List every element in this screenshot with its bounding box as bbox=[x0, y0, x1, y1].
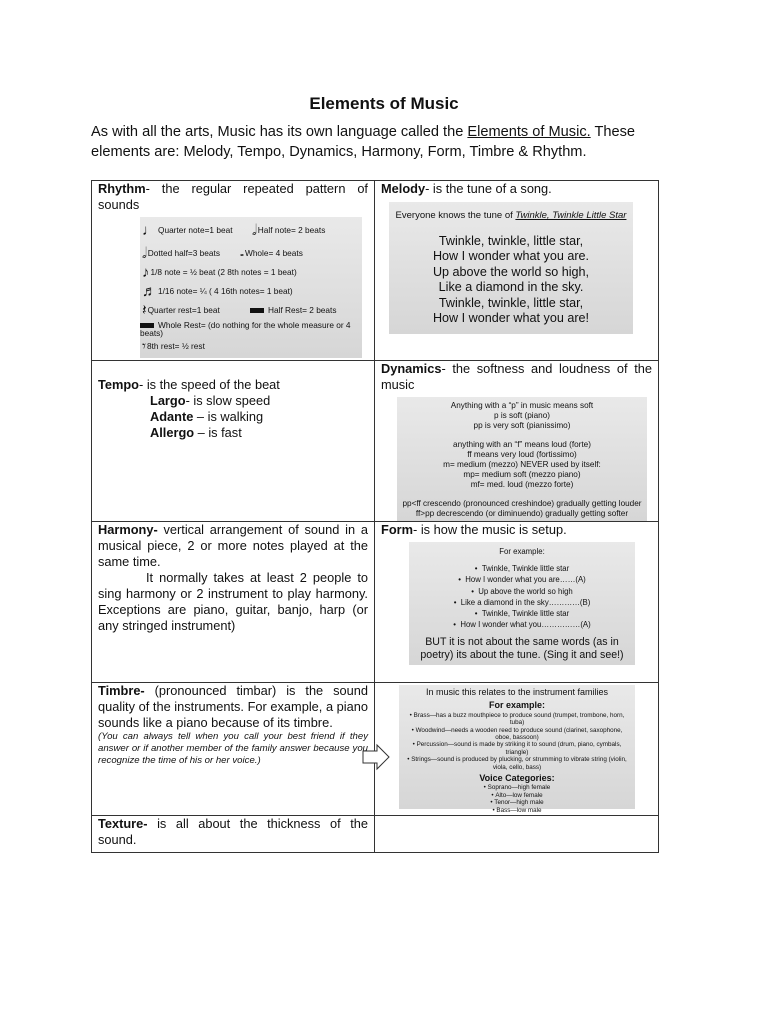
sixteenth-note-item: ♬1/16 note= ¼ ( 4 16th notes= 1 beat) bbox=[142, 282, 293, 300]
table-row bbox=[92, 361, 659, 522]
instrument-families-image: In music this relates to the instrument families For example: • Brass—has a buzz mouthpiece to produce sound (trumpet, trombone, horn, tuba) • Woodwind—needs a wooden reed to produce sound (clarinet, saxophone, oboe, bassoon) • Percussion—sound is made by striking it to sound (drum, piano, cymbals, triangle) • Strings—sound is produced by plucking, or strumming to vibrate string (violin, viola, cello, bass) Voice Categories: • Soprano—high female • Alto—low female • Tenor—high male • Bass—low male bbox=[399, 685, 635, 809]
timbre-text: (pronounced timbar) is the sound quality of the instruments. For example, a piano sounds like a piano because of its timbre. bbox=[98, 683, 368, 730]
intro-text-after: These elements are: Melody, Tempo, Dynamics, Harmony, Form, Timbre & Rhythm. bbox=[91, 124, 636, 160]
list-item: • Brass—has a buzz mouthpiece to produce sound (trumpet, trombone, horn, tuba) bbox=[409, 711, 625, 727]
dynamics-description bbox=[381, 361, 652, 393]
half-rest-icon bbox=[250, 308, 264, 313]
empty-cell bbox=[375, 816, 659, 853]
rhythm-description bbox=[98, 181, 368, 213]
list-item: • Soprano—high female bbox=[483, 784, 551, 792]
list-item: Adante – is walking bbox=[150, 409, 264, 424]
list-item: • Bass—low male bbox=[492, 806, 542, 814]
table-row bbox=[92, 522, 659, 683]
timbre-image-cell bbox=[375, 683, 659, 816]
tempo-text: - is the speed of the beat bbox=[139, 377, 280, 392]
tempo-cell bbox=[92, 361, 375, 522]
whole-note-icon: 𝅝 bbox=[240, 247, 244, 259]
rhythm-text: - the regular repeated pattern of sounds bbox=[98, 181, 368, 212]
tempo-description bbox=[98, 377, 368, 393]
melody-cell bbox=[375, 181, 659, 361]
quarter-note-icon: ♩ bbox=[142, 221, 157, 239]
melody-image-caption: Everyone knows the tune of Twinkle, Twinkle Little Star bbox=[395, 210, 627, 221]
eighth-rest-item: 𝄾8th rest= ½ rest bbox=[142, 337, 205, 355]
half-rest-item: Half Rest= 2 beats bbox=[250, 305, 337, 315]
timbre-note: (You can always tell when you call your best friend if they answer or if another member of the family answer because you recognize the time of his or her voice.) bbox=[98, 731, 368, 766]
form-cell bbox=[375, 522, 659, 683]
half-note-icon: 𝅗𝅥 bbox=[252, 221, 257, 239]
timbre-cell bbox=[92, 683, 375, 816]
sixteenth-note-icon: ♬ bbox=[142, 282, 157, 300]
form-text: - is how the music is setup. bbox=[413, 522, 567, 537]
texture-cell bbox=[92, 816, 375, 853]
timbre-label: Timbre- bbox=[98, 683, 145, 698]
melody-label: Melody bbox=[381, 181, 426, 196]
quarter-rest-item: 𝄽Quarter rest=1 beat bbox=[142, 301, 220, 319]
list-item: • Twinkle, Twinkle little star bbox=[474, 609, 570, 619]
quarter-note-item: ♩Quarter note=1 beat bbox=[142, 221, 233, 239]
list-item: • Alto—low female bbox=[491, 791, 543, 799]
dynamics-image: Anything with a “p” in music means soft p is soft (piano) pp is very soft (pianissimo) anything with an “f” means loud (forte) ff means very loud (fortissimo) m= medium (mezzo) NEVER used by itself: mp= medium soft (mezzo piano) mf= med. loud (mezzo forte) pp<ff crescendo (pronounced creshindoe) gradually getting louder ff>pp decrescendo (or diminuendo) gradually getting softer bbox=[397, 397, 647, 521]
page-title: Elements of Music bbox=[309, 94, 459, 113]
harmony-text-2: It normally takes at least 2 people to sing harmony or 2 instrument to play harmony. Exceptions are piano, guitar, banjo, harp (or any stringed instrument) bbox=[98, 570, 368, 633]
texture-description bbox=[98, 816, 368, 848]
harmony-cell bbox=[92, 522, 375, 683]
melody-text: - is the tune of a song. bbox=[425, 181, 552, 196]
list-item: • Percussion—sound is made by striking it to sound (drum, piano, cymbals, triangle) bbox=[412, 741, 622, 756]
arrow-right-icon bbox=[362, 743, 390, 771]
dynamics-cell bbox=[375, 361, 659, 522]
dotted-half-item: 𝅗𝅥Dotted half=3 beats bbox=[142, 244, 220, 262]
tempo-list bbox=[150, 393, 368, 441]
quarter-rest-icon: 𝄽 bbox=[142, 301, 147, 319]
harmony-text: vertical arrangement of sound in a musical piece, 2 or more notes played at the same time. bbox=[98, 522, 368, 569]
eighth-rest-icon: 𝄾 bbox=[142, 337, 146, 355]
list-item: • Woodwind—needs a wooden reed to produce sound (clarinet, saxophone, oboe, bassoon) bbox=[411, 726, 623, 742]
rhythm-notes-image bbox=[140, 217, 362, 358]
list-item: • How I wonder what you……………(A) bbox=[453, 620, 591, 630]
form-note: BUT it is not about the same words (as in poetry) its about the tune. (Sing it and see!) bbox=[420, 636, 624, 662]
list-item: • Up above the world so high bbox=[471, 586, 573, 596]
harmony-description bbox=[98, 522, 368, 570]
list-item: • Twinkle, Twinkle little star bbox=[474, 564, 570, 574]
form-image: For example: • Twinkle, Twinkle little star • How I wonder what you are……(A) • Up above the world so high • Like a diamond in the sky…………(B) • Twinkle, Twinkle little star • How I wonder what you……………(A) BUT it is not about the same words (as in poetry) its about the tune. (Sing it and see!) bbox=[409, 542, 635, 665]
melody-image bbox=[389, 202, 633, 334]
table-row bbox=[92, 181, 659, 361]
rhythm-label: Rhythm bbox=[98, 181, 146, 196]
timbre-description bbox=[98, 683, 368, 731]
harmony-label: Harmony- bbox=[98, 522, 158, 537]
whole-rest-item: Whole Rest= (do nothing for the whole measure or 4 beats) bbox=[140, 320, 351, 338]
form-label: Form bbox=[381, 522, 413, 537]
tempo-label: Tempo bbox=[98, 377, 139, 392]
dynamics-text: - the softness and loudness of the music bbox=[381, 361, 652, 392]
form-description bbox=[381, 522, 652, 538]
eighth-note-item: ♪1/8 note = ½ beat (2 8th notes = 1 beat) bbox=[142, 263, 297, 281]
melody-poem: Twinkle, twinkle, little star, How I wonder what you are. Up above the world so high, Like a diamond in the sky. Twinkle, twinkle, little star, How I wonder what you are! bbox=[432, 234, 590, 326]
list-item: Largo- is slow speed bbox=[150, 393, 271, 408]
list-item: • Strings—sound is produced by plucking, or strumming to vibrate string (violin, viola, cello, bass) bbox=[407, 756, 627, 771]
texture-text: is all about the thickness of the sound. bbox=[98, 816, 368, 847]
rhythm-cell bbox=[92, 181, 375, 361]
texture-label: Texture- bbox=[98, 816, 148, 831]
intro-paragraph bbox=[91, 122, 691, 162]
intro-text-before: As with all the arts, Music has its own language called the bbox=[91, 124, 468, 140]
list-item: Allergo – is fast bbox=[150, 425, 242, 440]
list-item: • Tenor—high male bbox=[490, 799, 544, 807]
half-note-item: 𝅗𝅥Half note= 2 beats bbox=[252, 221, 326, 239]
dotted-half-note-icon: 𝅗𝅥 bbox=[142, 244, 147, 262]
list-item: • Like a diamond in the sky…………(B) bbox=[453, 597, 591, 607]
dynamics-label: Dynamics bbox=[381, 361, 442, 376]
list-item: • How I wonder what you are……(A) bbox=[458, 575, 586, 585]
eighth-note-icon: ♪ bbox=[142, 263, 150, 281]
intro-link-elements: Elements of Music. bbox=[467, 124, 591, 140]
whole-note-item: 𝅝Whole= 4 beats bbox=[240, 247, 303, 259]
melody-description bbox=[381, 181, 652, 197]
table-row bbox=[92, 816, 659, 853]
